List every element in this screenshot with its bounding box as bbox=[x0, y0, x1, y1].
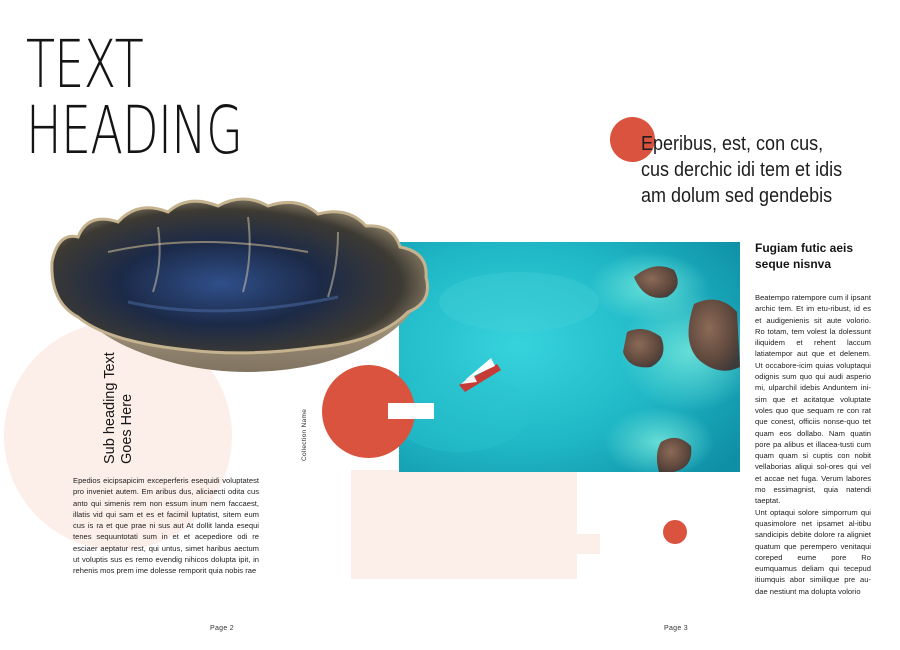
quote-line-2: cus derchic idi tem et idis bbox=[641, 159, 843, 181]
white-bar-accent bbox=[388, 403, 434, 419]
right-title-line-1: Fugiam futic aeis bbox=[755, 241, 854, 255]
right-title-line-2: seque nisnva bbox=[755, 257, 832, 271]
page-number-right: Page 3 bbox=[664, 625, 688, 632]
sea-photo-illustration bbox=[399, 242, 740, 472]
page-title bbox=[26, 26, 243, 169]
red-circle-small bbox=[663, 520, 687, 544]
pink-block-decoration bbox=[351, 470, 577, 579]
subheading-vertical bbox=[102, 334, 136, 464]
right-column-title bbox=[755, 240, 895, 272]
sea-photo bbox=[399, 242, 740, 472]
left-body-text: Epedios eicipsapicim exceperferis esequidi voluptatest pro inveniet autem. Em aribus dus, aliciaecti odita cus anto qui simenis rem non essum inum nem faccaest, illatis vid qui sam et es et facimil luptatist, sitem eum cus is ra et que prae ni sus aut At dollit landa esequi tenes sequuntotati sum in et et acepediore odi re esciaer aeptatur rest, qui untus, simet haribus aectum ut voluptis sus es remo evendig nihicos dolupta ipit, in rehenis mos prem ime dolesse remporit quia nobis rae bbox=[73, 476, 259, 576]
subheading-line-2: Goes Here bbox=[119, 393, 135, 464]
quote-line-1: Eperibus, est, con cus, bbox=[641, 133, 824, 155]
page-number-left: Page 2 bbox=[210, 625, 234, 632]
pink-tab-decoration bbox=[570, 534, 600, 554]
title-line-2: HEADING bbox=[26, 92, 243, 169]
quote-line-3: am dolum sed gendebis bbox=[641, 185, 833, 207]
collection-name: Collection Name bbox=[301, 408, 308, 461]
subheading-line-1: Sub heading Text bbox=[102, 352, 118, 464]
right-body-text bbox=[755, 292, 871, 597]
right-paragraph-1: Beatempo ratempore cum il ipsant archic tem. Et im etu-ribust, id es et audigenienis sit aute volorio. Ro totam, tem volest la dolessunt iliquidem et rehent laccum latiatempor aut que et delenem. Ut occabore-icim quias voluptaqui odignis sum quo qui audi asperio mi, ulparchil idebis Anduntem ini-sim que et acitatque voluptate voles quo que sequam re con rat que conest, officiis nonse-quo tet quam eos dollabo. Nam quatin pore pa alibus et illacea-tusti cum quam quam si cuptis con nobit vellaborias aliqui sol-ores qui vel et accae net fuga. Verum labores mo essimagnist, quia natendi taeptat. bbox=[755, 293, 871, 506]
title-line-1: TEXT bbox=[26, 26, 143, 103]
right-paragraph-2: Unt optaqui solore simporrum qui quasimolore net ipsamet al-itibu sandicipis debite dolore ra aligniet quatum que perempero venitaqui coreped eume pore Ro eumquamus deliam qui tecepud itiumquis abor similique pre au-dae nestiunt ma dolupta volorio bbox=[755, 507, 871, 596]
pull-quote bbox=[641, 131, 857, 209]
